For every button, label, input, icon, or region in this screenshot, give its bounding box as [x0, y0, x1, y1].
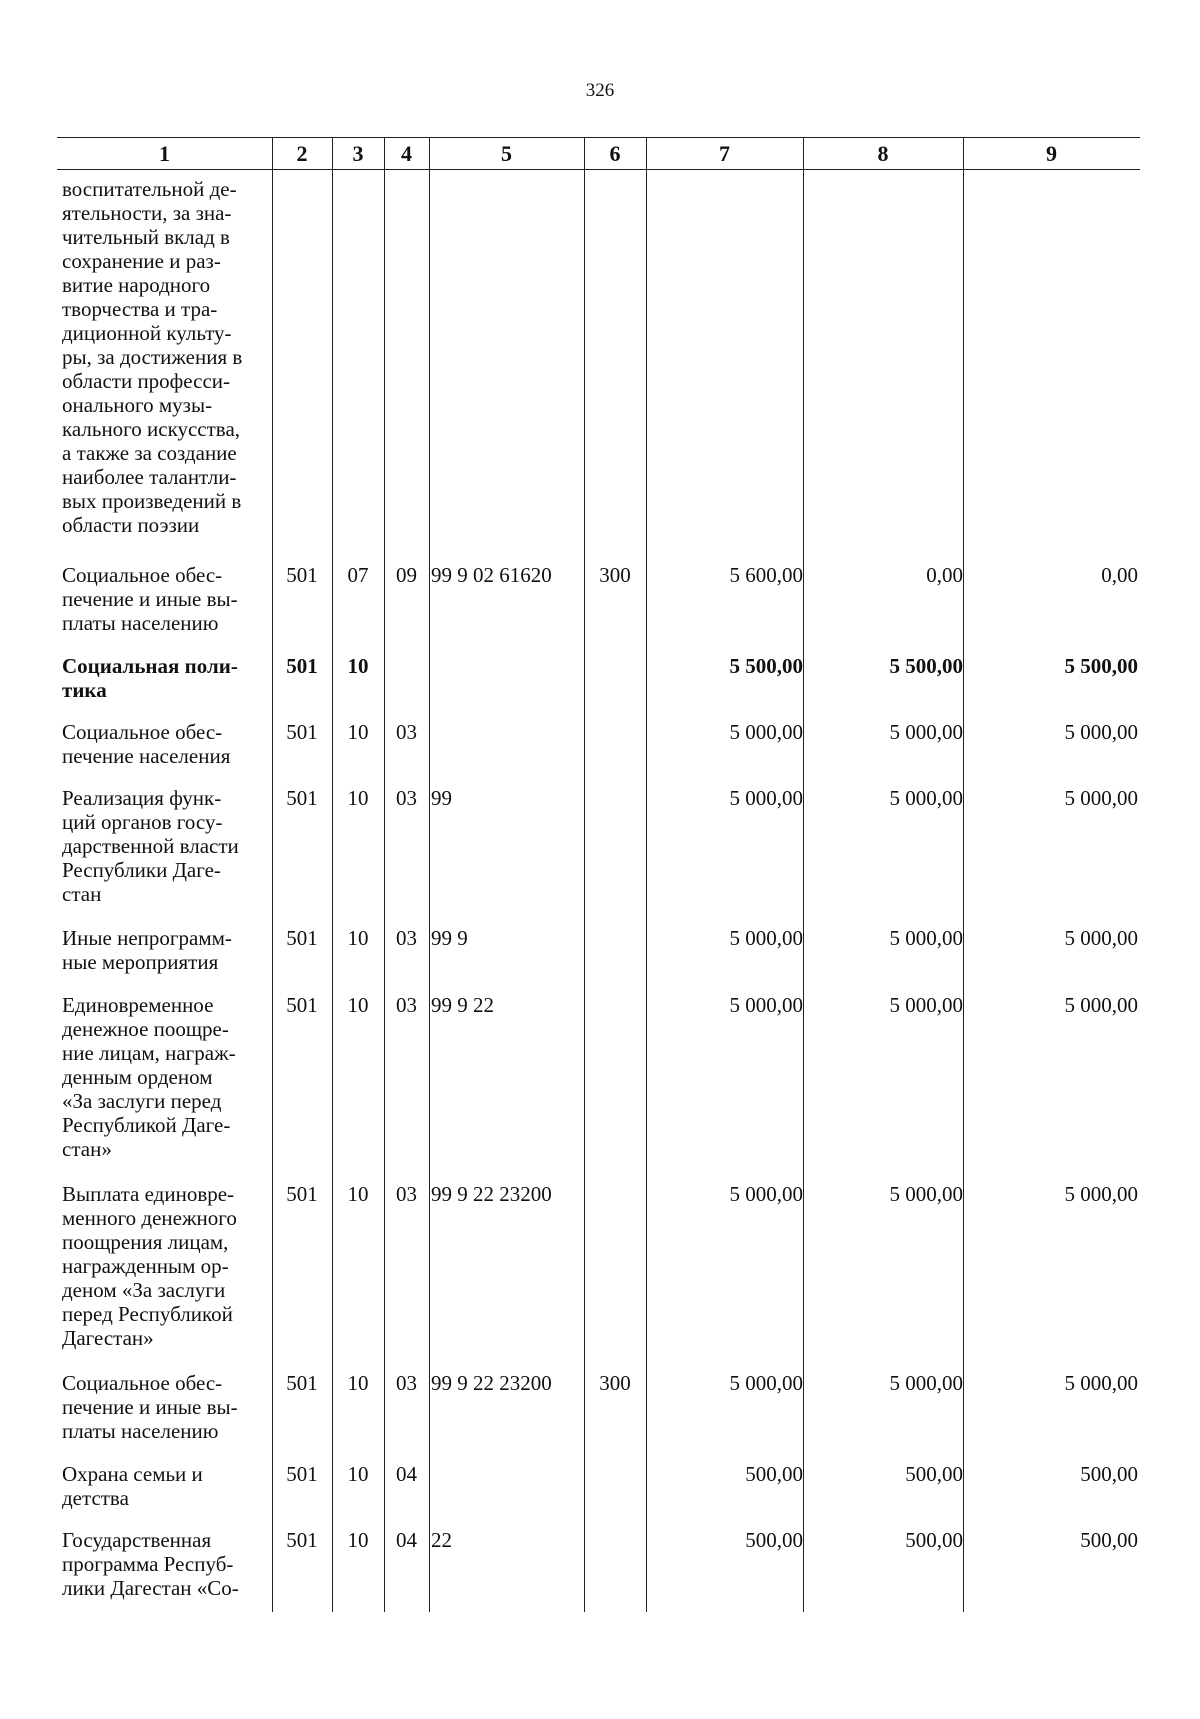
name-line: Реализация функ- [62, 786, 222, 810]
name-line: лики Дагестан «Со- [62, 1576, 239, 1600]
name-line: Выплата единовре- [62, 1182, 235, 1206]
cell-col8: 5 000,00 [889, 993, 963, 1017]
row-name [62, 720, 272, 768]
cell-col9: 0,00 [1101, 563, 1138, 587]
cell-col3: 07 [347, 563, 369, 587]
row-name [62, 993, 272, 1161]
name-line: Социальное обес- [62, 563, 223, 587]
cell-col9: 5 000,00 [1064, 993, 1138, 1017]
name-line: ние лицам, награж- [62, 1041, 236, 1065]
cell-col8: 5 000,00 [889, 786, 963, 810]
page-number: 326 [585, 80, 615, 101]
name-line: творчества и тра- [62, 297, 218, 321]
cell-col8: 5 500,00 [889, 654, 963, 678]
cell-col2: 501 [286, 720, 318, 744]
cell-col7: 5 000,00 [729, 926, 803, 950]
cell-col2: 501 [286, 1528, 318, 1552]
cell-col2: 501 [286, 1371, 318, 1395]
header-cell: 7 [719, 141, 730, 166]
name-line: Социальное обес- [62, 720, 223, 744]
cell-col4: 03 [396, 720, 417, 744]
name-line: ные мероприятия [62, 950, 219, 974]
cell-col5: 99 9 22 23200 [431, 1182, 552, 1206]
column-divider [429, 137, 430, 1612]
cell-col3: 10 [347, 1462, 369, 1486]
name-line: Республики Даге- [62, 858, 221, 882]
row-name [62, 1182, 272, 1350]
cell-col4: 03 [396, 993, 417, 1017]
cell-col2: 501 [286, 1182, 318, 1206]
name-line: ций органов госу- [62, 810, 223, 834]
cell-col9: 5 000,00 [1064, 720, 1138, 744]
cell-col8: 5 000,00 [889, 720, 963, 744]
header-cell: 1 [159, 141, 170, 166]
name-line: Социальная поли- [62, 654, 238, 678]
header-cell: 8 [877, 141, 889, 166]
cell-col9: 5 000,00 [1064, 1371, 1138, 1395]
cell-col8: 5 000,00 [889, 1182, 963, 1206]
name-line: Единовременное [62, 993, 214, 1017]
cell-col2: 501 [286, 786, 318, 810]
name-line: деном «За заслуги [62, 1278, 226, 1302]
row-name [62, 926, 272, 974]
name-line: Социальное обес- [62, 1371, 223, 1395]
cell-col7: 5 000,00 [729, 786, 803, 810]
table-top-border [57, 137, 1140, 138]
cell-col9: 500,00 [1080, 1462, 1138, 1486]
cell-col2: 501 [286, 926, 318, 950]
cell-col3: 10 [347, 1371, 369, 1395]
cell-col5: 99 [431, 786, 452, 810]
cell-col8: 0,00 [926, 563, 963, 587]
cell-col2: 501 [286, 1462, 318, 1486]
header-cell: 6 [609, 141, 621, 166]
cell-col7: 5 000,00 [729, 1182, 803, 1206]
cell-col4: 03 [396, 786, 417, 810]
row-name [62, 654, 272, 702]
name-line: менного денежного [62, 1206, 237, 1230]
name-line: воспитательной де- [62, 177, 237, 201]
column-divider [803, 137, 804, 1612]
name-line: Охрана семьи и [62, 1462, 203, 1486]
cell-col9: 5 000,00 [1064, 926, 1138, 950]
name-line: стан [62, 882, 102, 906]
name-line: поощрения лицам, [62, 1230, 229, 1254]
cell-col7: 500,00 [745, 1462, 803, 1486]
cell-col3: 10 [347, 1182, 369, 1206]
name-line: области поэзии [62, 513, 200, 537]
name-line: онального музы- [62, 393, 213, 417]
cell-col9: 500,00 [1080, 1528, 1138, 1552]
name-line: Государственная [62, 1528, 212, 1552]
name-line: дарственной власти [62, 834, 239, 858]
name-line: денным орденом [62, 1065, 213, 1089]
column-divider [963, 137, 964, 1612]
cell-col7: 5 000,00 [729, 720, 803, 744]
header-cell: 4 [401, 141, 412, 166]
cell-col7: 500,00 [745, 1528, 803, 1552]
row-name [62, 563, 272, 635]
cell-col9: 5 000,00 [1064, 786, 1138, 810]
row-name [62, 786, 272, 906]
cell-col4: 03 [396, 1182, 417, 1206]
cell-col7: 5 600,00 [729, 563, 803, 587]
cell-col3: 10 [347, 654, 369, 678]
header-cell: 2 [296, 141, 308, 166]
cell-col5: 99 9 22 23200 [431, 1371, 552, 1395]
name-line: «За заслуги перед [62, 1089, 222, 1113]
cell-col5: 99 9 02 61620 [431, 563, 552, 587]
cell-col8: 5 000,00 [889, 926, 963, 950]
cell-col3: 10 [347, 993, 369, 1017]
cell-col4: 03 [396, 926, 417, 950]
name-line: сохранение и раз- [62, 249, 221, 273]
cell-col6: 300 [599, 1371, 631, 1395]
name-line: платы населению [62, 1419, 219, 1443]
cell-col7: 5 000,00 [729, 993, 803, 1017]
name-line: витие народного [62, 273, 211, 297]
cell-col7: 5 000,00 [729, 1371, 803, 1395]
cell-col4: 09 [396, 563, 417, 587]
cell-col6: 300 [599, 563, 631, 587]
cell-col4: 03 [396, 1371, 417, 1395]
name-line: наиболее талантли- [62, 465, 237, 489]
row-name [62, 1462, 272, 1510]
cell-col8: 500,00 [905, 1528, 963, 1552]
cell-col5: 99 9 [431, 926, 468, 950]
cell-col8: 500,00 [905, 1462, 963, 1486]
cell-col4: 04 [396, 1462, 417, 1486]
name-line: а также за создание [62, 441, 237, 465]
header-cell: 9 [1046, 141, 1057, 166]
name-line: стан» [62, 1137, 112, 1161]
name-line: ятельности, за зна- [62, 201, 232, 225]
cell-col9: 5 500,00 [1064, 654, 1138, 678]
cell-col2: 501 [286, 563, 318, 587]
name-line: тика [62, 678, 107, 702]
name-line: программа Респуб- [62, 1552, 234, 1576]
name-line: диционной культу- [62, 321, 232, 345]
cell-col2: 501 [286, 993, 318, 1017]
header-cell: 3 [352, 141, 364, 166]
name-line: области професси- [62, 369, 231, 393]
cell-col9: 5 000,00 [1064, 1182, 1138, 1206]
row-name [62, 177, 272, 537]
name-line: печение и иные вы- [62, 1395, 238, 1419]
cell-col3: 10 [347, 1528, 369, 1552]
name-line: перед Республикой [62, 1302, 233, 1326]
cell-col3: 10 [347, 786, 369, 810]
name-line: Дагестан» [62, 1326, 154, 1350]
name-line: печение и иные вы- [62, 587, 238, 611]
name-line: денежное поощре- [62, 1017, 229, 1041]
cell-col3: 10 [347, 926, 369, 950]
name-line: вых произведений в [62, 489, 242, 513]
cell-col3: 10 [347, 720, 369, 744]
cell-col4: 04 [396, 1528, 417, 1552]
name-line: чительный вклад в [62, 225, 230, 249]
row-name [62, 1528, 272, 1600]
name-line: ры, за достижения в [62, 345, 243, 369]
cell-col5: 22 [431, 1528, 452, 1552]
name-line: Иные непрограмм- [62, 926, 232, 950]
name-line: платы населению [62, 611, 219, 635]
row-name [62, 1371, 272, 1443]
name-line: печение населения [62, 744, 231, 768]
cell-col2: 501 [286, 654, 318, 678]
header-bottom-border [57, 169, 1140, 170]
name-line: детства [62, 1486, 129, 1510]
name-line: Республикой Даге- [62, 1113, 231, 1137]
column-divider [646, 137, 647, 1612]
cell-col7: 5 500,00 [729, 654, 803, 678]
name-line: кального искусства, [62, 417, 241, 441]
name-line: награжденным ор- [62, 1254, 229, 1278]
cell-col5: 99 9 22 [431, 993, 494, 1017]
header-cell: 5 [501, 141, 512, 166]
cell-col8: 5 000,00 [889, 1371, 963, 1395]
